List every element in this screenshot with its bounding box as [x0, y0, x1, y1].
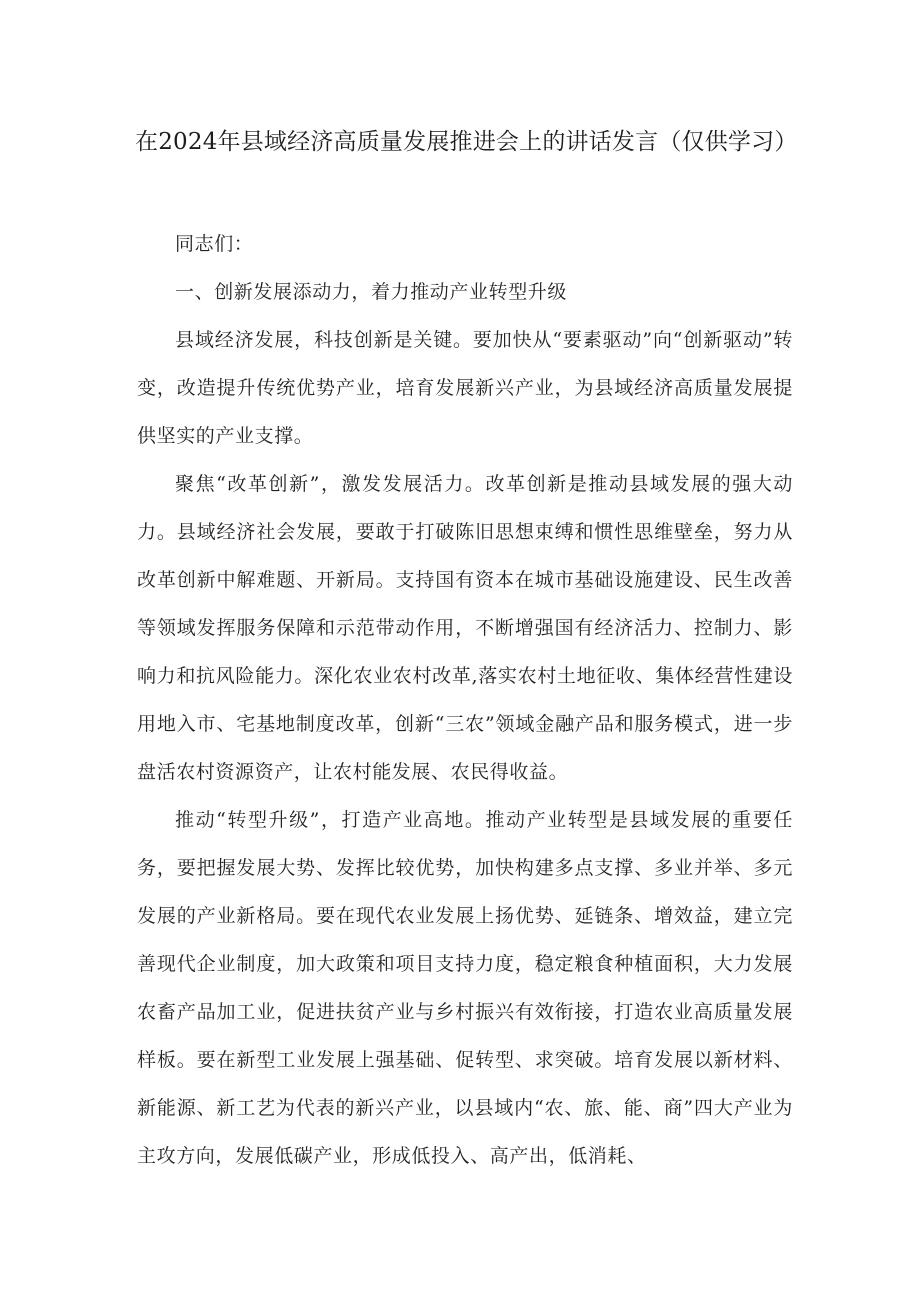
paragraph: 推动“转型升级”，打造产业高地。推动产业转型是县域发展的重要任务，要把握发展大势、发挥比较优势，加快构建多点支撑、多业并举、多元发展的产业新格局。要在现代农业发展上扬优势、延链条、增效益，建立完善现代企业制度，加大政策和项目支持力度，稳定粮食种植面积，大力发展农畜产品加工业，促进扶贫产业与乡村振兴有效衔接，打造农业高质量发展样板。要在新型工业发展上强基础、促转型、求突破。培育发展以新材料、新能源、新工艺为代表的新兴产业，以县域内“农、旅、能、商”四大产业为主攻方向，发展低碳产业，形成低投入、高产出，低消耗、	[137, 809, 793, 1167]
section-heading: 一、创新发展添动力，着力推动产业转型升级	[175, 281, 568, 303]
document-body	[137, 220, 793, 1180]
salutation: 同志们：	[175, 233, 254, 255]
document-title: 在2024年县域经济高质量发展推进会上的讲话发言（仅供学习）	[135, 129, 798, 155]
paragraph: 聚焦“改革创新”，激发发展活力。改革创新是推动县域发展的强大动力。县域经济社会发展，要敢于打破陈旧思想束缚和惯性思维壁垒，努力从改革创新中解难题、开新局。支持国有资本在城市基础设施建设、民生改善等领域发挥服务保障和示范带动作用，不断增强国有经济活力、控制力、影响力和抗风险能力。深化农业农村改革,落实农村土地征收、集体经营性建设用地入市、宅基地制度改革，创新“三农”领域金融产品和服务模式，进一步盘活农村资源资产，让农村能发展、农民得收益。	[137, 473, 793, 783]
paragraph: 县域经济发展，科技创新是关键。要加快从“要素驱动”向“创新驱动”转变，改造提升传统优势产业，培育发展新兴产业，为县域经济高质量发展提供坚实的产业支撑。	[137, 329, 793, 447]
